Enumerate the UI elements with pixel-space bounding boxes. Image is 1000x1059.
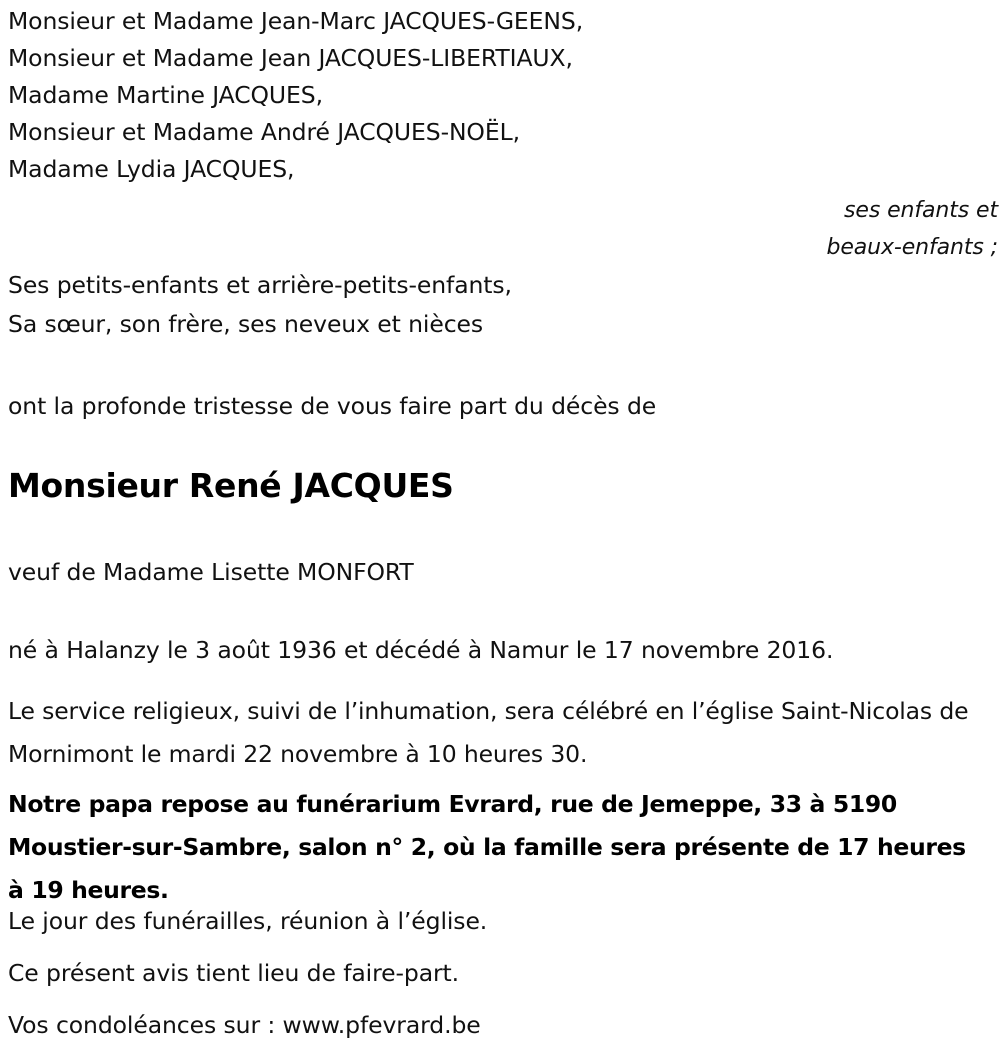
family-line-2: Monsieur et Madame Jean JACQUES-LIBERTIAUX, — [8, 44, 573, 72]
visitation-paragraph: Notre papa repose au funérarium Evrard, rue de Jemeppe, 33 à 5190 Moustier-sur-Sambre, salon n° 2, où la famille sera présente de 17 heures à 19 heures. — [8, 790, 966, 904]
family-line-4: Monsieur et Madame André JACQUES-NOËL, — [8, 118, 520, 146]
spouse-status: veuf de Madame Lisette MONFORT — [8, 558, 414, 586]
qualifier-line-1: ses enfants et — [844, 198, 998, 223]
family-line-1: Monsieur et Madame Jean-Marc JACQUES-GEENS, — [8, 7, 584, 35]
family-line-5: Madame Lydia JACQUES, — [8, 155, 295, 183]
deceased-name: Monsieur René JACQUES — [8, 466, 454, 505]
qualifier-line-2: beaux-enfants ; — [826, 235, 998, 260]
relatives-line-2: Sa sœur, son frère, ses neveux et nièces — [8, 310, 484, 338]
gathering-line: Le jour des funérailles, réunion à l’église. — [8, 907, 488, 935]
service-paragraph: Le service religieux, suivi de l’inhumation, sera célébré en l’église Saint-Nicolas de Mornimont le mardi 22 novembre à 10 heures 30. — [8, 697, 969, 768]
birth-death-line: né à Halanzy le 3 août 1936 et décédé à Namur le 17 novembre 2016. — [8, 636, 834, 664]
family-line-3: Madame Martine JACQUES, — [8, 81, 323, 109]
notice-line: Ce présent avis tient lieu de faire-part. — [8, 959, 460, 987]
announcement-text: ont la profonde tristesse de vous faire part du décès de — [8, 392, 657, 420]
condolences-line: Vos condoléances sur : www.pfevrard.be — [8, 1011, 481, 1039]
relatives-line-1: Ses petits-enfants et arrière-petits-enfants, — [8, 271, 512, 299]
